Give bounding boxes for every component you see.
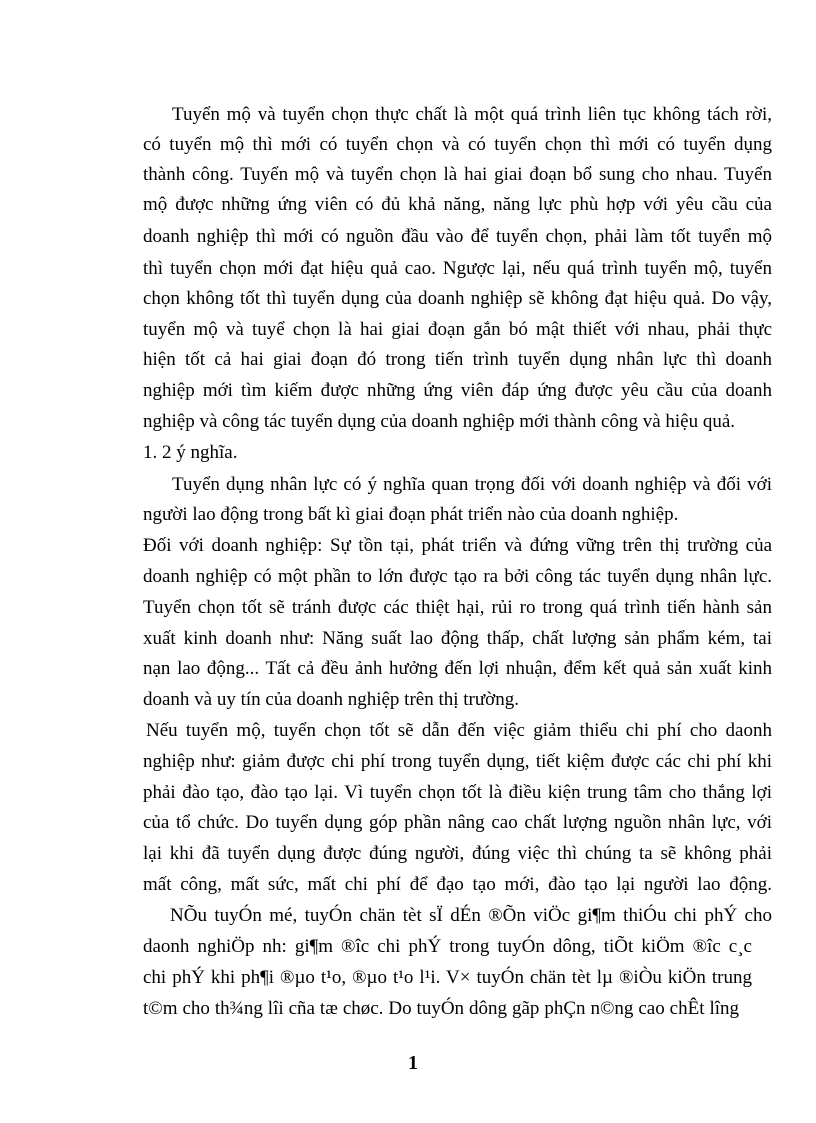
text-line: Tuyển mộ và tuyển chọn thực chất là một quá trình liên tục không tách rời,	[172, 104, 772, 125]
text-line: Đối với doanh nghiệp: Sự tồn tại, phát triển và đứng vững trên thị trường của	[143, 535, 772, 556]
text-line: có tuyển mộ thì mới có tuyển chọn và có tuyển chọn thì mới có tuyển dụng	[143, 134, 772, 155]
text-line: doanh nghiệp có một phần to lớn được tạo ra bởi công tác tuyển dụng nhân lực.	[143, 566, 772, 587]
text-line: thành công. Tuyển mộ và tuyển chọn là hai giai đoạn bổ sung cho nhau. Tuyển	[143, 164, 772, 185]
text-line: Tuyển chọn tốt sẽ tránh được các thiệt hại, rủi ro trong quá trình tiến hành sản	[143, 597, 772, 618]
text-line: tuyển mộ và tuyể chọn là hai giai đoạn gắn bó mật thiết với nhau, phải thực	[143, 319, 772, 340]
text-line: Nếu tuyển mộ, tuyển chọn tốt sẽ dẫn đến việc giảm thiểu chi phí cho daonh	[146, 720, 772, 741]
text-line: của tổ chức. Do tuyển dụng góp phần nâng cao chất lượng nguồn nhân lực, với	[143, 812, 772, 833]
text-line: mộ được những ứng viên có đủ khả năng, năng lực phù hợp với yêu cầu của	[143, 194, 772, 215]
text-line: xuất kinh doanh như: Năng suất lao động thấp, chất lượng sản phẩm kém, tai	[143, 628, 772, 649]
section-heading: 1. 2 ý nghĩa.	[143, 442, 238, 463]
garbled-text-line: daonh nghiÖp nh: gi¶m ®îc chi phÝ trong tuyÓn dông, tiÕt kiÖm ®îc c¸c	[143, 936, 752, 957]
garbled-text-line: chi phÝ khi ph¶i ®µo t¹o, ®µo t¹o l¹i. V× tuyÓn chän tèt lµ ®iÒu kiÖn trung	[143, 967, 752, 988]
text-line: thì tuyển chọn mới đạt hiệu quả cao. Ngược lại, nếu quá trình tuyển mộ, tuyển	[143, 258, 772, 279]
text-line: nghiệp như: giảm được chi phí trong tuyển dụng, tiết kiệm được các chi phí khi	[143, 751, 772, 772]
text-line: phải đào tạo, đào tạo lại. Vì tuyển chọn tốt là điều kiện trung tâm cho thắng lợi	[143, 782, 772, 803]
garbled-text-line: NÕu tuyÓn mé, tuyÓn chän tèt sÏ dÉn ®Õn viÖc gi¶m thiÓu chi phÝ cho	[170, 905, 772, 926]
text-line: nghiệp mới tìm kiếm được những ứng viên đáp ứng được yêu cầu của doanh	[143, 380, 772, 401]
text-line: nạn lao động... Tất cả đều ảnh hưởng đến lợi nhuận, đểm kết quả sản xuất kinh	[143, 658, 772, 679]
text-line: người lao động trong bất kì giai đoạn phát triển nào của doanh nghiệp.	[143, 504, 679, 525]
text-line: lại khi đã tuyển dụng được đúng người, đúng việc thì chúng ta sẽ không phải	[143, 843, 772, 864]
text-line: nghiệp và công tác tuyển dụng của doanh nghiệp mới thành công và hiệu quả.	[143, 411, 736, 432]
garbled-text-line: t©m cho th¾ng lîi cña tæ chøc. Do tuyÓn dông gãp phÇn n©ng cao chÊt lîng	[143, 998, 739, 1019]
text-line: mất công, mất sức, mất chi phí để đạo tạo mới, đào tạo lại người lao động.	[143, 874, 772, 895]
text-line: Tuyển dụng nhân lực có ý nghĩa quan trọng đối với doanh nghiệp và đối với	[172, 474, 772, 495]
text-line: doanh và uy tín của doanh nghiệp trên thị trường.	[143, 689, 519, 710]
page-number: 1	[408, 1052, 418, 1074]
text-line: chọn không tốt thì tuyển dụng của doanh nghiệp sẽ không đạt hiệu quả. Do vậy,	[143, 288, 772, 309]
text-line: doanh nghiệp thì mới có nguồn đầu vào để tuyển chọn, phải làm tốt tuyển mộ	[143, 226, 772, 247]
text-line: hiện tốt cả hai giai đoạn đó trong tiến trình tuyển dụng nhân lực thì doanh	[143, 349, 772, 370]
